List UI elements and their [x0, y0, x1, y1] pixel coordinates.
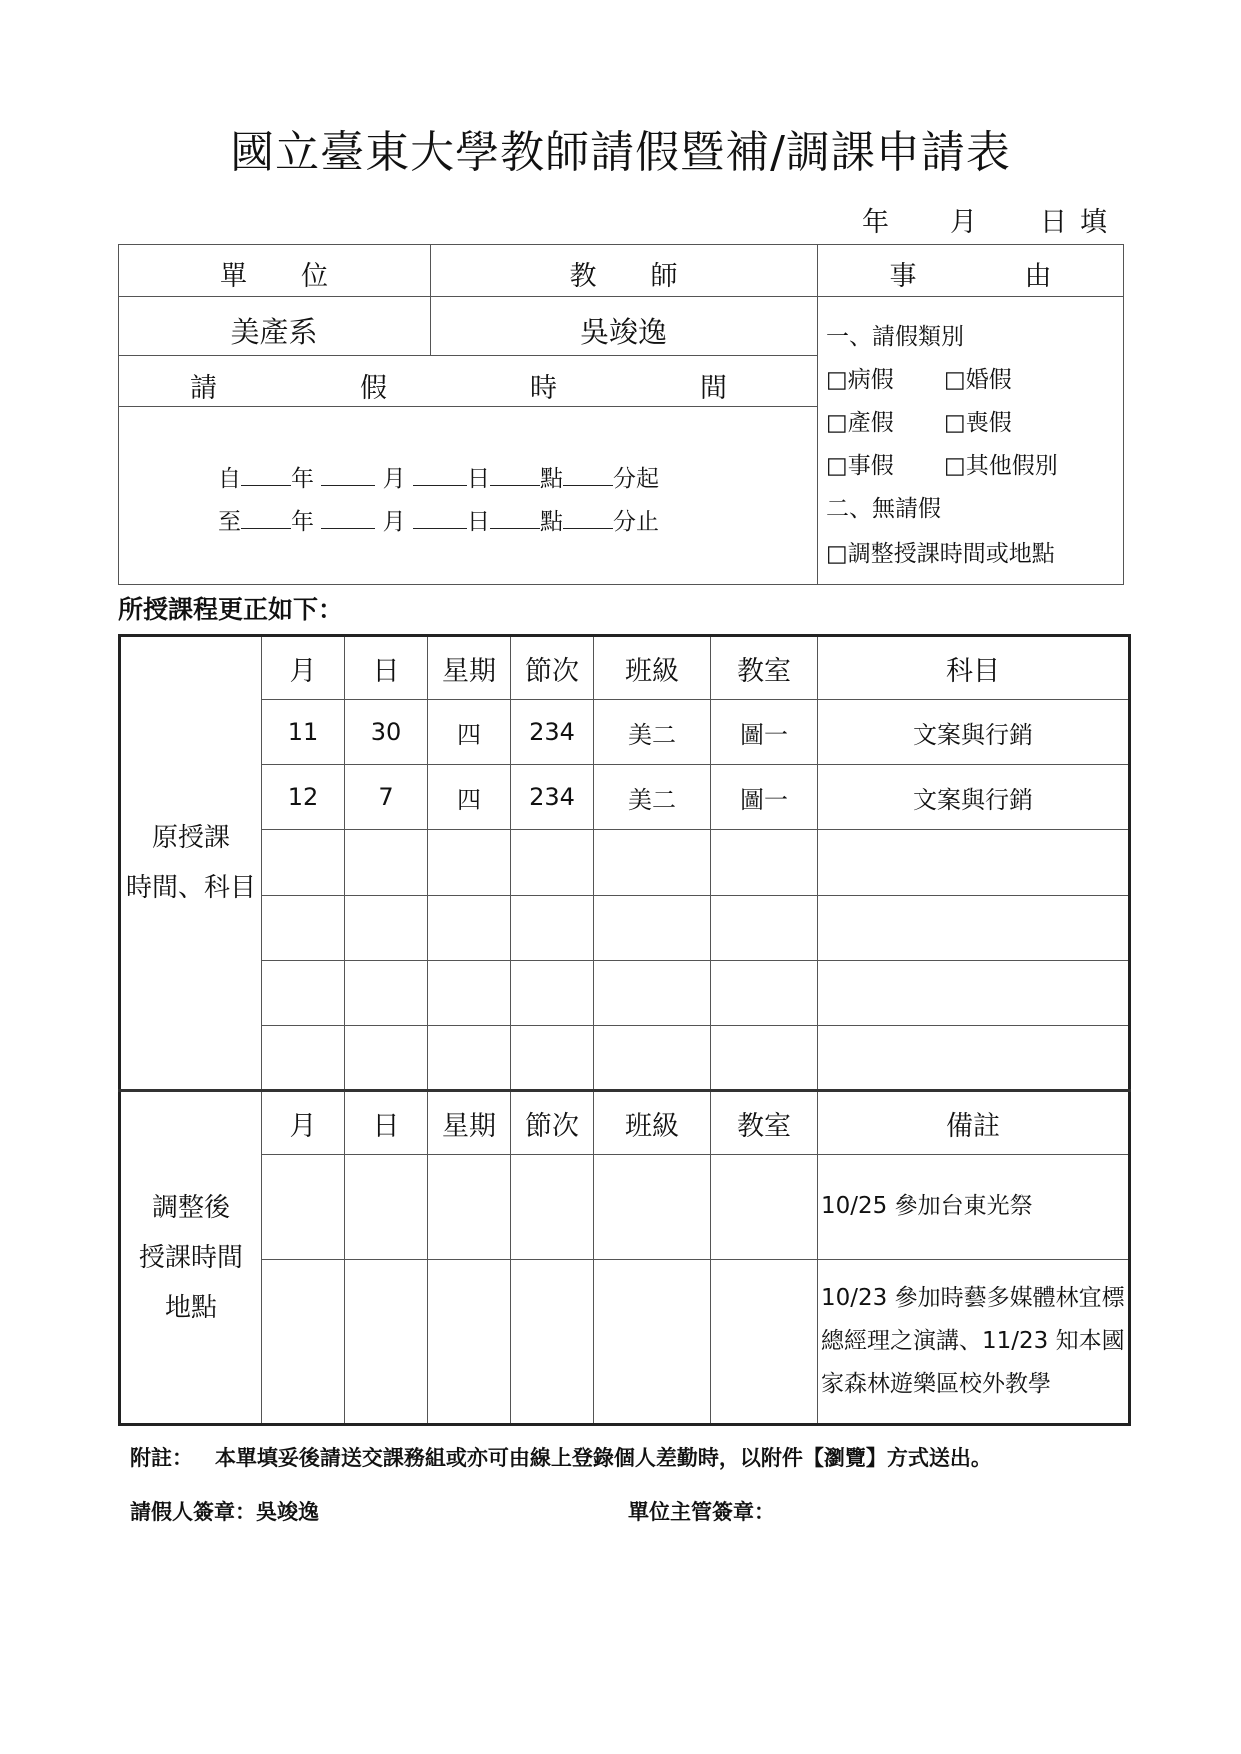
period-day-label: 日 — [466, 509, 490, 535]
cell-period[interactable] — [511, 1025, 594, 1090]
reason-option-maternity[interactable]: □產假 — [826, 410, 894, 436]
reason-section-no-leave: 二、無請假 — [826, 496, 941, 522]
reason-option-sick[interactable]: □病假 — [826, 367, 894, 393]
col-header-weekday: 星期 — [428, 636, 511, 700]
cell-classroom: 圖一 — [711, 765, 818, 830]
cell-period[interactable] — [511, 960, 594, 1025]
cell-day: 7 — [345, 765, 428, 830]
unit-value: 美產系 — [230, 315, 318, 349]
col-header-month: 月 — [262, 636, 345, 700]
cell-class[interactable] — [594, 895, 711, 960]
col-header-day: 日 — [345, 636, 428, 700]
col-header-weekday: 星期 — [428, 1091, 511, 1155]
year-blank[interactable] — [241, 506, 291, 529]
applicant-signature-label: 請假人簽章： — [130, 1500, 256, 1524]
col-header-period: 節次 — [511, 1091, 594, 1155]
cell-period[interactable] — [511, 895, 594, 960]
footer-note-label: 附註： — [130, 1446, 193, 1470]
col-header-remarks: 備註 — [818, 1091, 1130, 1155]
col-header-classroom: 教室 — [711, 636, 818, 700]
footer-note — [130, 1442, 992, 1472]
cell-weekday[interactable] — [428, 1259, 511, 1425]
table-row — [120, 830, 1130, 895]
table-row — [120, 1155, 1130, 1259]
original-header-row — [120, 636, 1130, 700]
footer-note-text: 本單填妥後請送交課務組或亦可由線上登錄個人差勤時，以附件【瀏覽】方式送出。 — [214, 1446, 992, 1470]
cell-month[interactable] — [262, 1259, 345, 1425]
cell-period[interactable] — [511, 1155, 594, 1259]
leave-period-to — [218, 503, 659, 536]
cell-period[interactable] — [511, 830, 594, 895]
cell-weekday: 四 — [428, 700, 511, 765]
adjusted-group-label — [120, 1091, 262, 1425]
info-divider — [817, 244, 818, 585]
period-hour-label: 點 — [539, 466, 563, 492]
adjusted-label-line: 調整後 — [151, 1192, 230, 1223]
cell-class[interactable] — [594, 1025, 711, 1090]
table-row — [120, 895, 1130, 960]
period-suffix: 分止 — [612, 509, 659, 535]
cell-month: 12 — [262, 765, 345, 830]
cell-class[interactable] — [594, 1259, 711, 1425]
reason-option-marriage[interactable]: □婚假 — [944, 367, 1012, 393]
col-header-class: 班級 — [594, 636, 711, 700]
cell-month: 11 — [262, 700, 345, 765]
teacher-header: 教 師 — [569, 261, 678, 292]
adjusted-label-line: 授課時間 — [138, 1242, 243, 1273]
cell-month[interactable] — [262, 960, 345, 1025]
period-month-label: 月 — [382, 509, 406, 535]
cell-classroom[interactable] — [711, 895, 818, 960]
month-blank[interactable] — [321, 506, 375, 529]
day-blank[interactable] — [413, 463, 467, 486]
info-divider — [118, 296, 1124, 297]
period-suffix: 分起 — [612, 466, 659, 492]
cell-class[interactable] — [594, 1155, 711, 1259]
cell-subject[interactable] — [818, 830, 1130, 895]
teacher-value: 吳竣逸 — [579, 315, 667, 349]
month-blank[interactable] — [321, 463, 375, 486]
hour-blank[interactable] — [490, 463, 540, 486]
supervisor-signature — [628, 1496, 775, 1526]
cell-day[interactable] — [345, 1155, 428, 1259]
reason-option-other[interactable]: □其他假別 — [944, 453, 1058, 479]
original-label-line: 時間、科目 — [125, 873, 256, 904]
cell-remarks: 10/23 參加時藝多媒體林宜標總經理之演講、11/23 知本國家森林遊樂區校外教學 — [818, 1259, 1130, 1425]
original-label-line: 原授課 — [151, 823, 230, 854]
adjusted-label-line: 地點 — [164, 1292, 217, 1323]
period-year-label: 年 — [291, 509, 314, 535]
leave-time-header-char: 請 — [190, 373, 217, 404]
cell-month[interactable] — [262, 1025, 345, 1090]
reason-option-personal[interactable]: □事假 — [826, 453, 894, 479]
minute-blank[interactable] — [563, 463, 613, 486]
course-table — [118, 634, 1131, 1426]
original-group-label — [120, 636, 262, 1091]
period-prefix: 至 — [218, 509, 241, 535]
date-fill-label: 填 — [1080, 207, 1107, 238]
cell-month[interactable] — [262, 830, 345, 895]
info-divider — [118, 355, 818, 356]
cell-classroom: 圖一 — [711, 700, 818, 765]
leave-time-header-char: 時 — [530, 373, 557, 404]
cell-weekday[interactable] — [428, 960, 511, 1025]
info-divider — [118, 406, 818, 407]
cell-remarks: 10/25 參加台東光祭 — [818, 1155, 1130, 1259]
col-header-period: 節次 — [511, 636, 594, 700]
cell-day: 30 — [345, 700, 428, 765]
course-section-title: 所授課程更正如下： — [118, 595, 344, 624]
col-header-subject: 科目 — [818, 636, 1130, 700]
year-blank[interactable] — [241, 463, 291, 486]
col-header-month: 月 — [262, 1091, 345, 1155]
applicant-name: 吳竣逸 — [256, 1500, 319, 1524]
cell-day[interactable] — [345, 1025, 428, 1090]
table-row — [120, 700, 1130, 765]
reason-section-leave-type: 一、請假類別 — [826, 324, 964, 350]
cell-day[interactable] — [345, 960, 428, 1025]
supervisor-signature-label: 單位主管簽章： — [628, 1500, 775, 1524]
cell-weekday[interactable] — [428, 895, 511, 960]
cell-classroom[interactable] — [711, 1155, 818, 1259]
cell-subject[interactable] — [818, 895, 1130, 960]
period-year-label: 年 — [291, 466, 314, 492]
cell-period[interactable] — [511, 1259, 594, 1425]
form-title: 國立臺東大學教師請假暨補/調課申請表 — [230, 127, 1011, 178]
cell-classroom[interactable] — [711, 960, 818, 1025]
cell-weekday: 四 — [428, 765, 511, 830]
reason-option-adjust[interactable]: □調整授課時間或地點 — [826, 541, 1055, 567]
reason-header: 事 由 — [889, 261, 1052, 292]
date-year-label: 年 — [862, 207, 889, 238]
cell-day[interactable] — [345, 895, 428, 960]
cell-class[interactable] — [594, 960, 711, 1025]
cell-classroom[interactable] — [711, 1025, 818, 1090]
cell-subject: 文案與行銷 — [818, 765, 1130, 830]
period-day-label: 日 — [466, 466, 490, 492]
cell-weekday[interactable] — [428, 1155, 511, 1259]
period-hour-label: 點 — [539, 509, 563, 535]
cell-weekday[interactable] — [428, 1025, 511, 1090]
cell-period: 234 — [511, 700, 594, 765]
cell-weekday[interactable] — [428, 830, 511, 895]
adjusted-header-row — [120, 1091, 1130, 1155]
applicant-signature — [130, 1496, 319, 1526]
cell-subject: 文案與行銷 — [818, 700, 1130, 765]
hour-blank[interactable] — [490, 506, 540, 529]
cell-month[interactable] — [262, 1155, 345, 1259]
cell-class: 美二 — [594, 765, 711, 830]
leave-period-from — [218, 460, 659, 493]
cell-subject[interactable] — [818, 960, 1130, 1025]
day-blank[interactable] — [413, 506, 467, 529]
cell-class: 美二 — [594, 700, 711, 765]
minute-blank[interactable] — [563, 506, 613, 529]
cell-day[interactable] — [345, 830, 428, 895]
reason-option-funeral[interactable]: □喪假 — [944, 410, 1012, 436]
col-header-day: 日 — [345, 1091, 428, 1155]
period-month-label: 月 — [382, 466, 406, 492]
period-prefix: 自 — [218, 466, 241, 492]
table-row — [120, 765, 1130, 830]
cell-class[interactable] — [594, 830, 711, 895]
date-month-label: 月 — [950, 207, 977, 238]
date-day-label: 日 — [1040, 207, 1067, 238]
leave-time-header-char: 間 — [700, 373, 727, 404]
cell-period: 234 — [511, 765, 594, 830]
cell-month[interactable] — [262, 895, 345, 960]
cell-classroom[interactable] — [711, 1259, 818, 1425]
col-header-class: 班級 — [594, 1091, 711, 1155]
col-header-classroom: 教室 — [711, 1091, 818, 1155]
cell-subject[interactable] — [818, 1025, 1130, 1090]
leave-time-header-char: 假 — [360, 373, 387, 404]
unit-header: 單 位 — [220, 261, 328, 292]
cell-classroom[interactable] — [711, 830, 818, 895]
table-row — [120, 1025, 1130, 1090]
table-row — [120, 960, 1130, 1025]
table-row — [120, 1259, 1130, 1425]
cell-day[interactable] — [345, 1259, 428, 1425]
